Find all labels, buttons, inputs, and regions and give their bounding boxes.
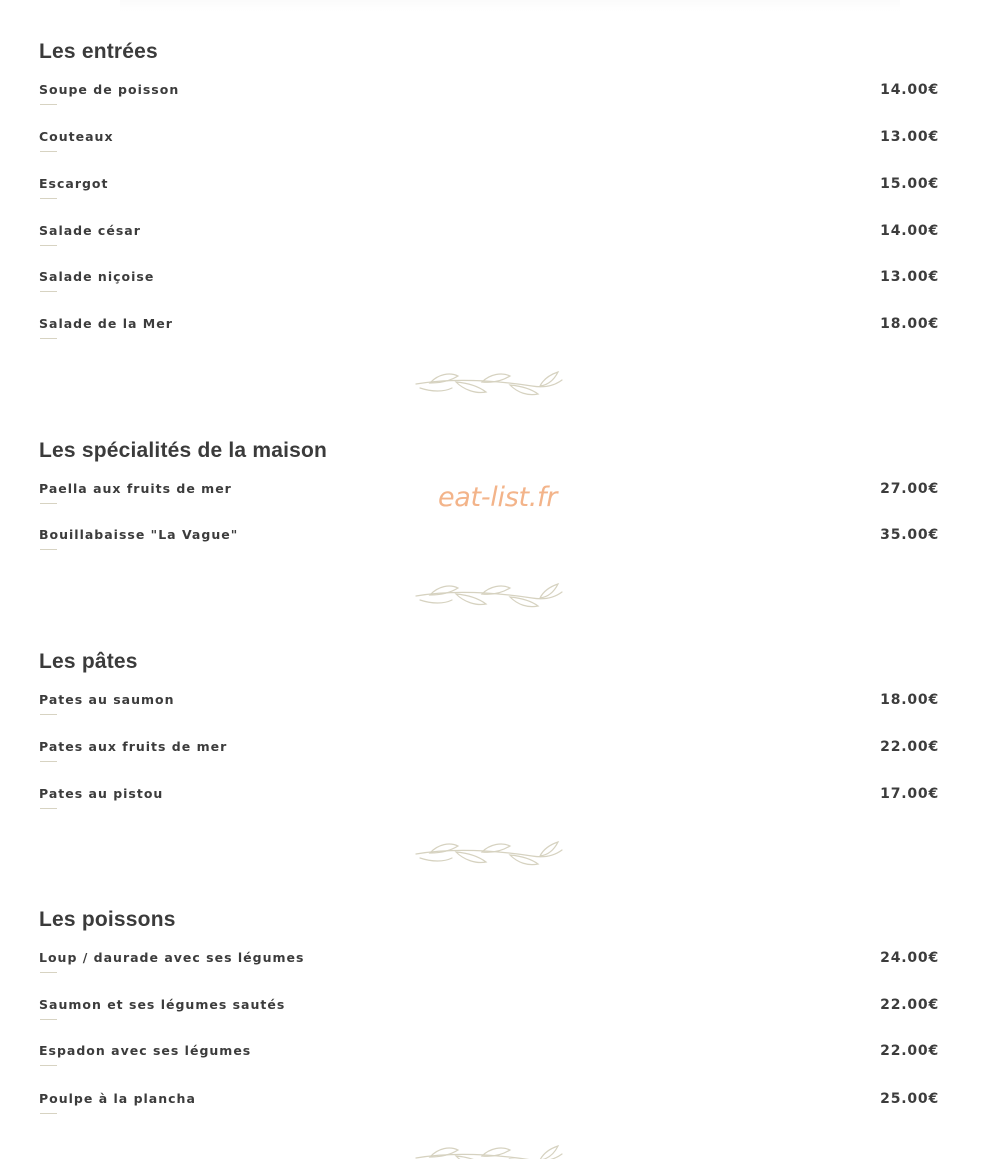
menu-item: [39, 269, 939, 299]
item-name: Espadon avec ses légumes: [39, 1043, 252, 1058]
item-name: Paella aux fruits de mer: [39, 481, 232, 496]
item-name: Couteaux: [39, 129, 114, 144]
item-divider: [40, 761, 57, 762]
item-name: Poulpe à la plancha: [39, 1091, 196, 1106]
item-divider: [40, 714, 57, 715]
item-divider: [40, 291, 57, 292]
item-name: Salade de la Mer: [39, 316, 173, 331]
item-name: Pates au pistou: [39, 786, 164, 801]
section-title: Les pâtes: [39, 650, 138, 673]
item-price: 14.00€: [880, 82, 939, 98]
item-price: 18.00€: [880, 692, 939, 708]
section-title: Les poissons: [39, 908, 176, 931]
menu-item: [39, 739, 939, 769]
olive-branch-icon: [412, 366, 564, 402]
menu-item: [39, 129, 939, 159]
watermark-text: eat-list.fr: [438, 482, 558, 513]
item-divider: [40, 808, 57, 809]
item-price: 15.00€: [880, 176, 939, 192]
item-price: 13.00€: [880, 269, 939, 285]
cropped-header-fade: [120, 0, 900, 12]
menu-item: [39, 997, 939, 1027]
item-name: Loup / daurade avec ses légumes: [39, 950, 305, 965]
menu-item: [39, 82, 939, 112]
item-price: 22.00€: [880, 739, 939, 755]
item-name: Escargot: [39, 176, 109, 191]
item-name: Pates au saumon: [39, 692, 175, 707]
menu-item: [39, 223, 939, 253]
section-title: Les spécialités de la maison: [39, 439, 328, 462]
item-divider: [40, 104, 57, 105]
item-price: 22.00€: [880, 1043, 939, 1059]
menu-item: [39, 1043, 939, 1073]
item-divider: [40, 245, 57, 246]
item-name: Bouillabaisse "La Vague": [39, 527, 239, 542]
olive-branch-icon: [412, 578, 564, 614]
menu-item: [39, 786, 939, 816]
menu-item: [39, 692, 939, 722]
menu-item: [39, 950, 939, 980]
item-price: 18.00€: [880, 316, 939, 332]
olive-branch-icon: [412, 836, 564, 872]
item-divider: [40, 1113, 57, 1114]
item-name: Salade niçoise: [39, 269, 155, 284]
item-price: 17.00€: [880, 786, 939, 802]
item-name: Soupe de poisson: [39, 82, 180, 97]
item-divider: [40, 1019, 57, 1020]
item-divider: [40, 1065, 57, 1066]
item-divider: [40, 198, 57, 199]
item-price: 25.00€: [880, 1091, 939, 1107]
item-price: 14.00€: [880, 223, 939, 239]
menu-item: [39, 316, 939, 346]
item-divider: [40, 972, 57, 973]
item-name: Salade césar: [39, 223, 141, 238]
item-price: 27.00€: [880, 481, 939, 497]
item-divider: [40, 338, 57, 339]
item-name: Pates aux fruits de mer: [39, 739, 228, 754]
item-divider: [40, 503, 57, 504]
section-title: Les entrées: [39, 40, 158, 63]
item-divider: [40, 151, 57, 152]
olive-branch-icon: [412, 1140, 564, 1159]
item-price: 13.00€: [880, 129, 939, 145]
menu-item: [39, 176, 939, 206]
item-price: 35.00€: [880, 527, 939, 543]
item-divider: [40, 549, 57, 550]
menu-item: [39, 527, 939, 557]
item-name: Saumon et ses légumes sautés: [39, 997, 286, 1012]
item-price: 24.00€: [880, 950, 939, 966]
menu-item: [39, 1091, 939, 1121]
item-price: 22.00€: [880, 997, 939, 1013]
